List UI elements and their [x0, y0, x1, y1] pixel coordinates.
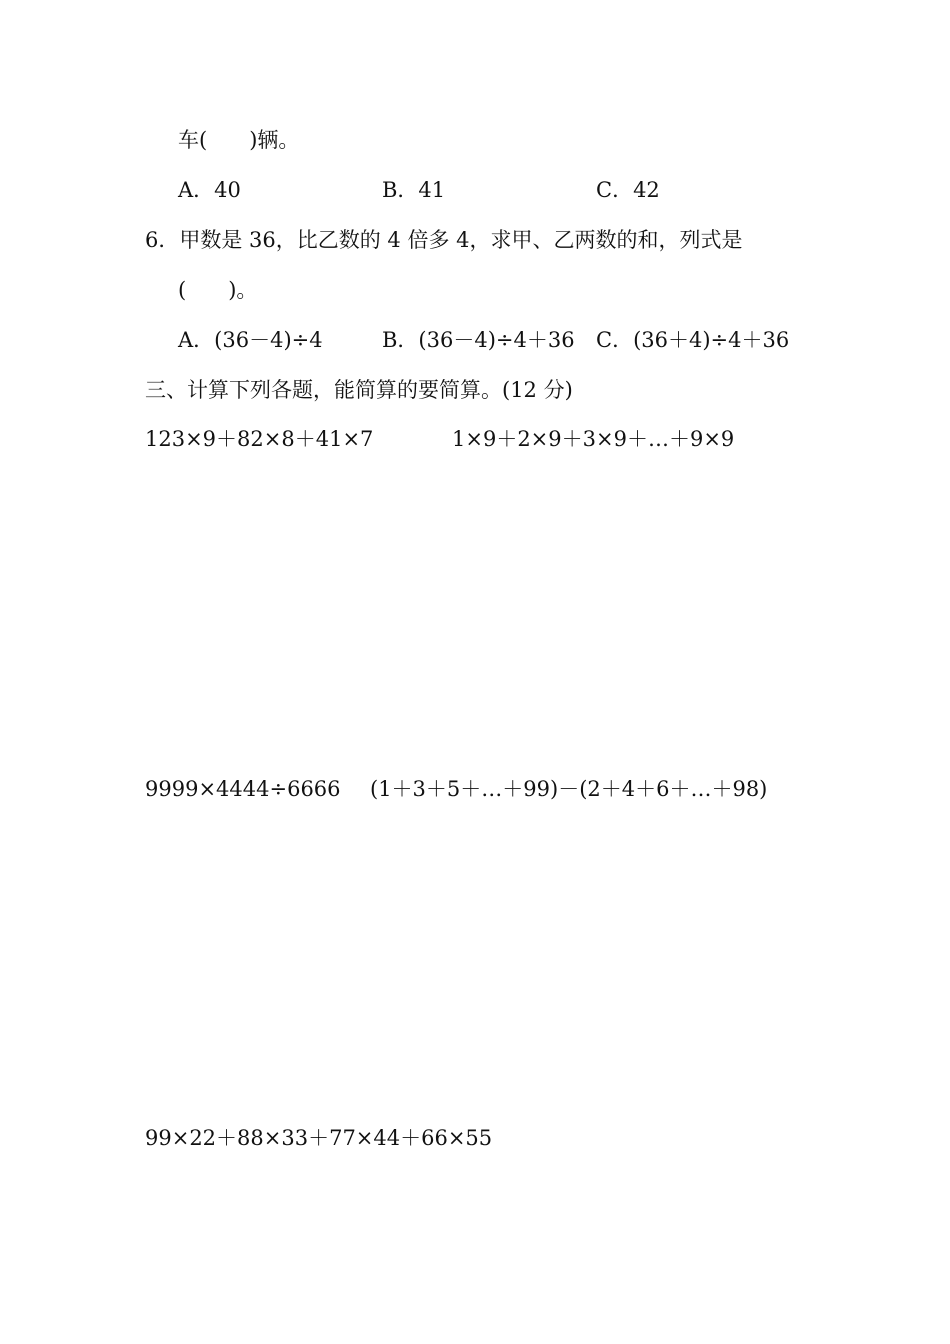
q5-option-c: C．42: [596, 178, 660, 202]
problem-2: 1×9＋2×9＋3×9＋…＋9×9: [452, 427, 735, 451]
problem-4: (1＋3＋5＋…＋99)－(2＋4＋6＋…＋98): [370, 777, 768, 801]
problem-1: 123×9＋82×8＋41×7: [145, 427, 374, 451]
q5-continuation: 车( )辆。: [178, 128, 300, 152]
q6-stem: 6．甲数是 36，比乙数的 4 倍多 4，求甲、乙两数的和，列式是: [145, 228, 743, 252]
problem-3: 9999×4444÷6666: [145, 777, 341, 801]
problem-5: 99×22＋88×33＋77×44＋66×55: [145, 1126, 493, 1150]
q6-option-b: B．(36－4)÷4＋36: [382, 328, 575, 352]
q6-option-a: A．(36－4)÷4: [178, 328, 323, 352]
q6-blank: ( )。: [178, 278, 258, 302]
q5-option-b: B．41: [382, 178, 446, 202]
section3-heading: 三、计算下列各题，能简算的要简算。(12 分): [145, 378, 573, 402]
q6-option-c: C．(36＋4)÷4＋36: [596, 328, 790, 352]
q5-option-a: A．40: [178, 178, 241, 202]
